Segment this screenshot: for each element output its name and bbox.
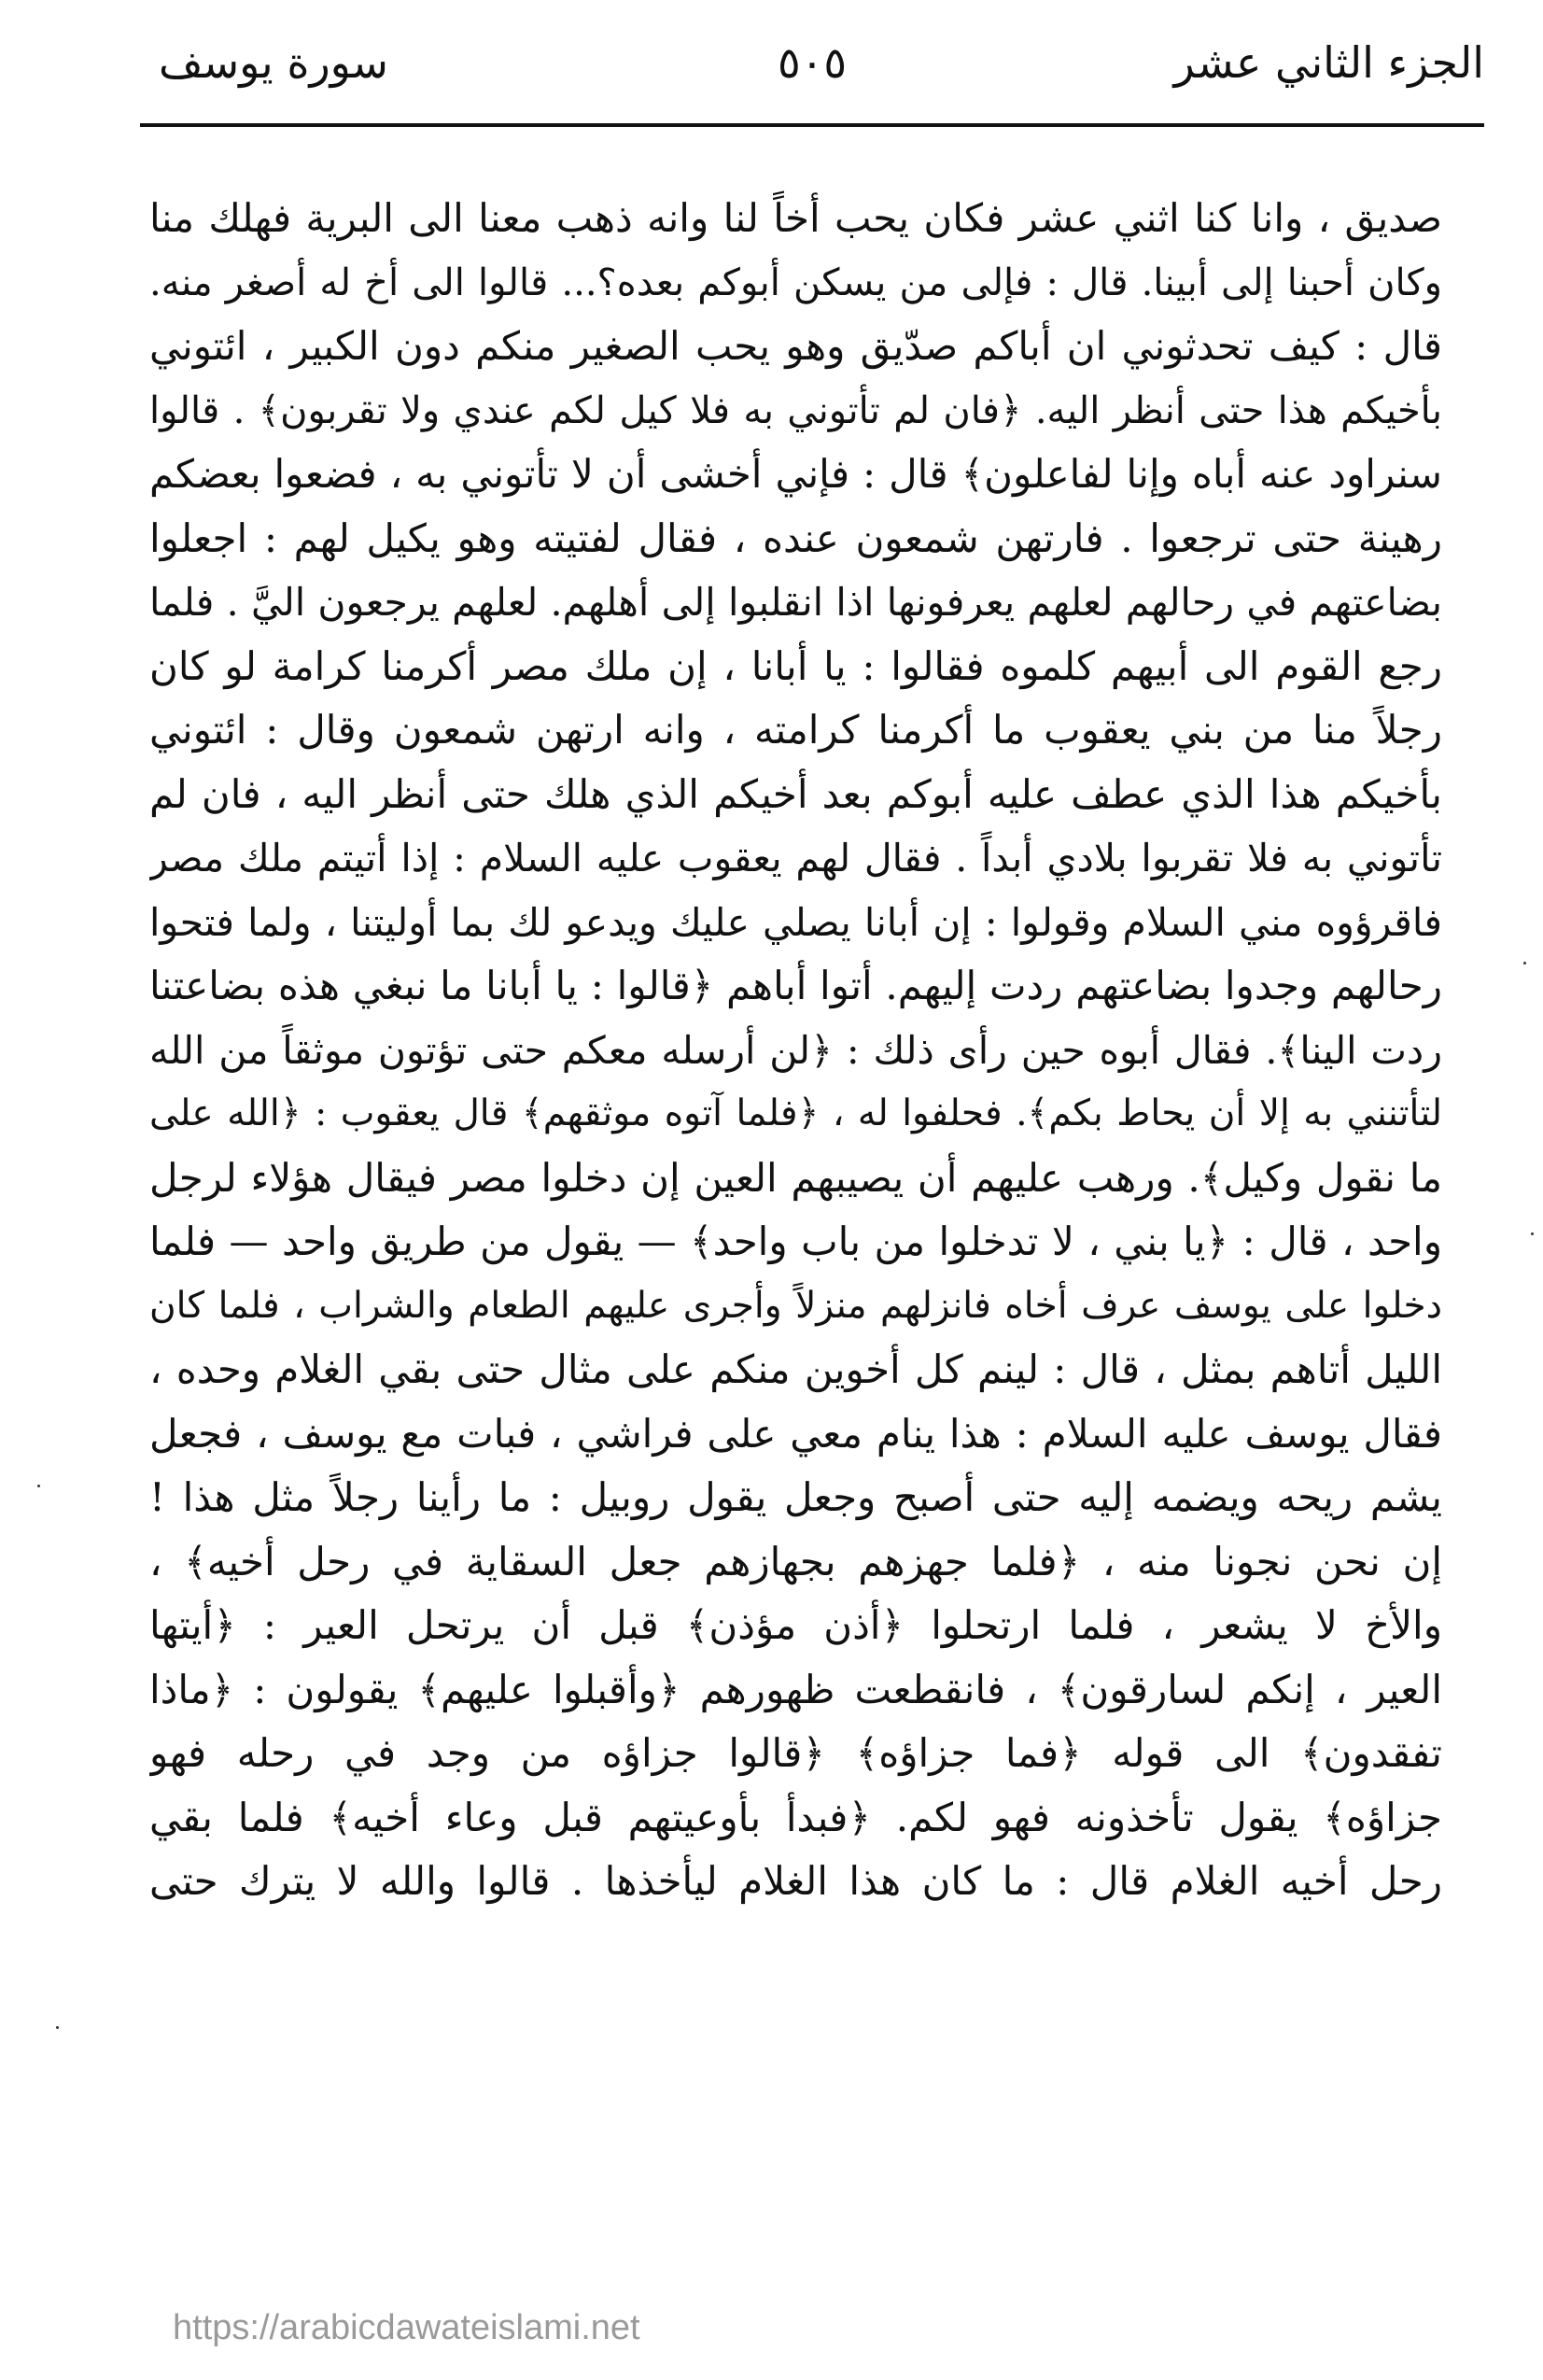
scan-speck: [1523, 962, 1526, 965]
text-line: فاقرؤوه مني السلام وقولوا : إن أبانا يصلي عليك ويدعو لك بما أوليتنا ، ولما فتحوا: [149, 899, 1442, 945]
text-line: سنراود عنه أباه وإنا لفاعلون﴾ قال : فإني أخشى أن لا تأتوني به ، فضعوا بعضكم: [149, 451, 1442, 497]
page-number: ٥٠٥: [777, 37, 848, 88]
text-line: لتأتنني به إلا أن يحاط بكم﴾. فحلفوا له ، ﴿فلما آتوه موثقهم﴾ قال يعقوب : ﴿الله على: [149, 1092, 1442, 1134]
page-header: [140, 26, 1484, 110]
text-line: بضاعتهم في رحالهم لعلهم يعرفونها اذا انقلبوا إلى أهلهم. لعلهم يرجعون اليَّ . فلما: [149, 580, 1442, 625]
text-line: رهينة حتى ترجعوا . فارتهن شمعون عنده ، فقال لفتيته وهو يكيل لهم : اجعلوا: [149, 514, 1442, 561]
text-line: رجع القوم الى أبيهم كلموه فقالوا : يا أبانا ، إن ملك مصر أكرمنا كرامة لو كان: [149, 642, 1442, 689]
text-line: تأتوني به فلا تقربوا بلادي أبداً . فقال لهم يعقوب عليه السلام : إذا أتيتم ملك مصر: [149, 836, 1442, 880]
text-line: الليل أتاهم بمثل ، قال : لينم كل أخوين منكم على مثال حتى بقي الغلام وحده ،: [149, 1346, 1442, 1392]
text-line: رحالهم وجدوا بضاعتهم ردت إليهم. أتوا أباهم ﴿قالوا : يا أبانا ما نبغي هذه بضاعتنا: [149, 963, 1442, 1008]
text-line: العير ، إنكم لسارقون﴾ ، فانقطعت ظهورهم ﴿وأقبلوا عليهم﴾ يقولون : ﴿ماذا: [149, 1666, 1442, 1712]
text-line: ما نقول وكيل﴾. ورهب عليهم أن يصيبهم العين إن دخلوا مصر فيقال هؤلاء لرجل: [149, 1154, 1442, 1201]
scan-speck: [1531, 1232, 1534, 1235]
text-line: رحل أخيه الغلام قال : ما كان هذا الغلام ليأخذها . قالوا والله لا يترك حتى: [149, 1858, 1442, 1904]
juz-label: الجزء الثاني عشر: [1173, 37, 1484, 88]
text-line: والأخ لا يشعر ، فلما ارتحلوا ﴿أذن مؤذن﴾ قبل أن يرتحل العير : ﴿أيتها: [149, 1602, 1442, 1648]
text-line: قال : كيف تحدثوني ان أباكم صدّيق وهو يحب الصغير منكم دون الكبير ، ائتوني: [149, 323, 1442, 369]
text-line: بأخيكم هذا حتى أنظر اليه. ﴿فان لم تأتوني به فلا كيل لكم عندي ولا تقربون﴾ . قالوا: [149, 388, 1442, 432]
text-line: تفقدون﴾ الى قوله ﴿فما جزاؤه﴾ ﴿قالوا جزاؤه من وجد في رحله فهو: [149, 1730, 1442, 1776]
text-line: دخلوا على يوسف عرف أخاه فانزلهم منزلاً وأجرى عليهم الطعام والشراب ، فلما كان: [149, 1284, 1442, 1327]
text-line: وكان أحبنا إلى أبينا. قال : فإلى من يسكن أبوكم بعده؟... قالوا الى أخ له أصغر منه.: [149, 261, 1442, 304]
surah-label: سورة يوسف: [159, 37, 388, 88]
watermark-url: https://arabicdawateislami.net: [173, 2308, 640, 2347]
text-line: صديق ، وانا كنا اثني عشر فكان يحب أخاً لنا وانه ذهب معنا الى البرية فهلك منا: [149, 195, 1442, 241]
scan-speck: [37, 1485, 40, 1487]
text-line: فقال يوسف عليه السلام : هذا ينام معي على فراشي ، فبات مع يوسف ، فجعل: [149, 1410, 1442, 1457]
text-line: بأخيكم هذا الذي عطف عليه أبوكم بعد أخيكم الذي هلك حتى أنظر اليه ، فان لم: [149, 770, 1442, 817]
text-line: جزاؤه﴾ يقول تأخذونه فهو لكم. ﴿فبدأ بأوعيتهم قبل وعاء أخيه﴾ فلما بقي: [149, 1794, 1442, 1840]
text-line: إن نحن نجونا منه ، ﴿فلما جهزهم بجهازهم جعل السقاية في رحل أخيه﴾ ،: [149, 1538, 1442, 1584]
text-line: يشم ريحه ويضمه إليه حتى أصبح وجعل يقول روبيل : ما رأينا رجلاً مثل هذا !: [149, 1474, 1442, 1520]
text-line: ردت الينا﴾. فقال أبوه حين رأى ذلك : ﴿لن أرسله معكم حتى تؤتون موثقاً من الله: [149, 1027, 1442, 1073]
text-line: واحد ، قال : ﴿يا بني ، لا تدخلوا من باب واحد﴾ — يقول من طريق واحد — فلما: [149, 1218, 1442, 1264]
body-text: [149, 187, 1442, 1914]
header-rule: [140, 123, 1484, 127]
scan-speck: [56, 2026, 59, 2029]
text-line: رجلاً منا من بني يعقوب ما أكرمنا كرامته ، وانه ارتهن شمعون وقال : ائتوني: [149, 707, 1442, 753]
